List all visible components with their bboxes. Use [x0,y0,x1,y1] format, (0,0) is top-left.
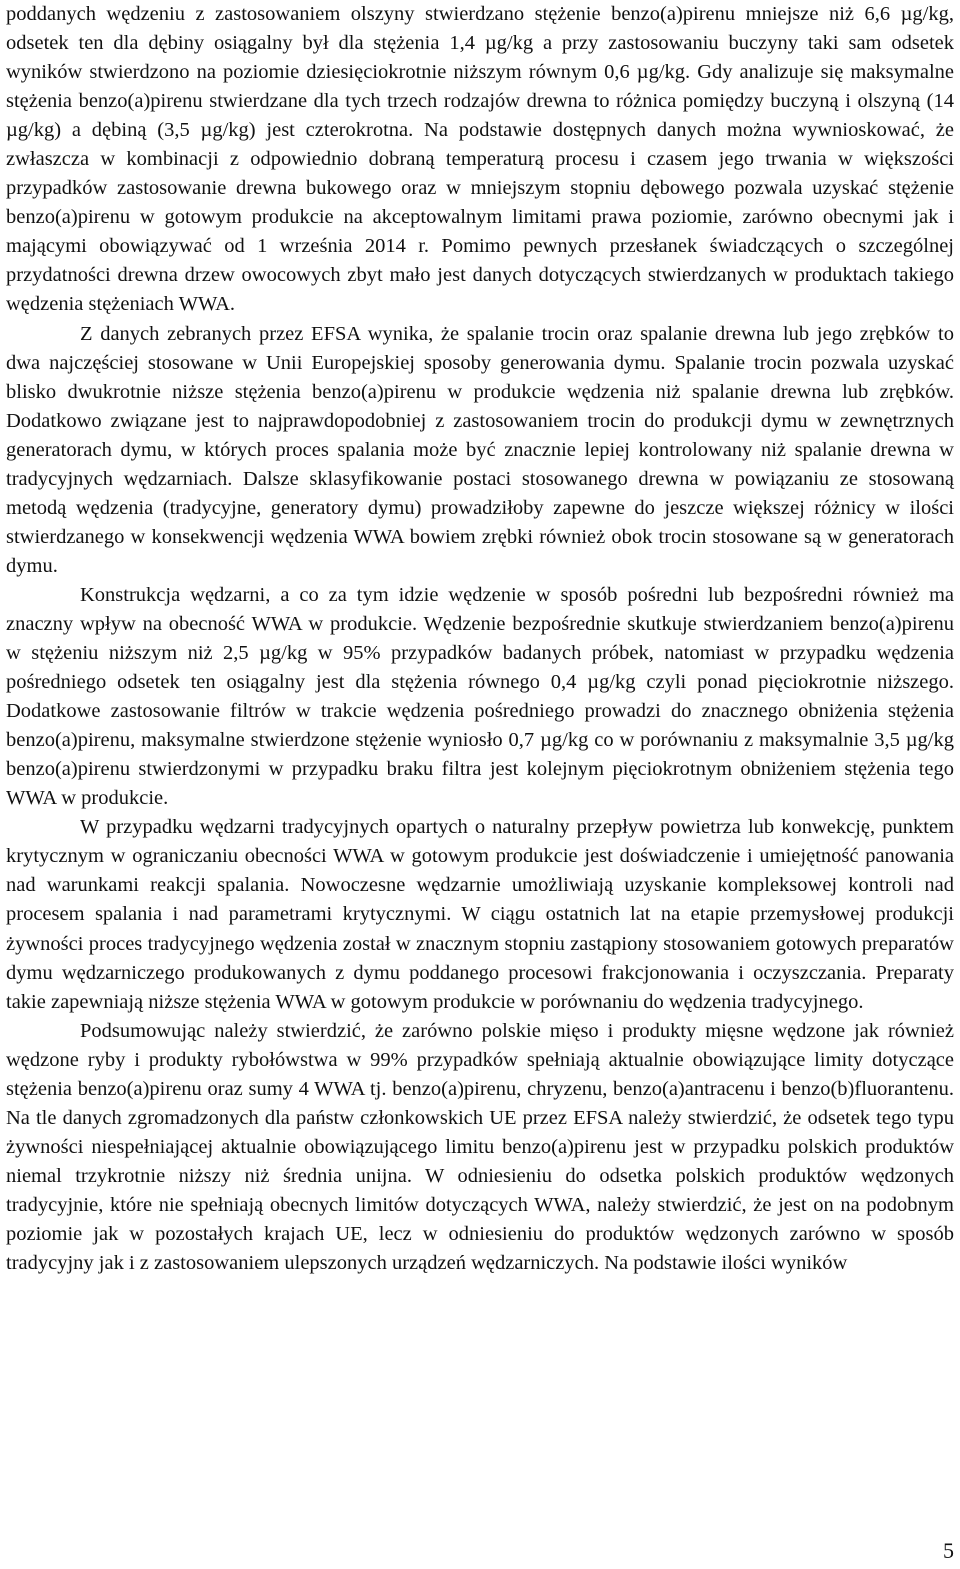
page-number: 5 [943,1538,954,1563]
paragraph-4: W przypadku wędzarni tradycyjnych opartych o naturalny przepływ powietrza lub konwekcję, punktem krytycznym w ograniczaniu obecności WWA w gotowym produkcie jest doświadczenie i umiejętność panowania nad warunkami reakcji spalania. Nowoczesne wędzarnie umożliwiają uzyskanie kompleksowej kontroli nad procesem spalania i nad parametrami krytycznymi. W ciągu ostatnich lat na etapie przemysłowej produkcji żywności proces tradycyjnego wędzenia został w znacznym stopniu zastąpiony stosowaniem gotowych preparatów dymu wędzarniczego produkowanych z dymu poddanego procesowi frakcjonowania i oczyszczania. Preparaty takie zapewniają niższe stężenia WWA w gotowym produkcie w porównaniu do wędzenia tradycyjnego. [6,816,954,1013]
paragraph-2: Z danych zebranych przez EFSA wynika, że spalanie trocin oraz spalanie drewna lub jego zrębków to dwa najczęściej stosowane w Unii Europejskiej sposoby generowania dymu. Spalanie trocin pozwala uzyskać blisko dwukrotnie niższe stężenia benzo(a)pirenu w produkcie wędzenia niż spalanie drewna lub zrębków. Dodatkowo związane jest to najprawdopodobniej z zastosowaniem trocin do produkcji dymu w zewnętrznych generatorach dymu, w których proces spalania może być znacznie lepiej kontrolowany niż spalanie drewna w tradycyjnych wędzarniach. Dalsze sklasyfikowanie postaci stosowanego drewna w powiązaniu ze stosowaną metodą wędzenia (tradycyjne, generatory dymu) prowadziłoby zapewne do jeszcze większej różnicy w ilości stwierdzanego w konsekwencji wędzenia WWA bowiem zrębki również obok trocin stosowane są w generatorach dymu. [6,322,954,577]
paragraph-5: Podsumowując należy stwierdzić, że zarówno polskie mięso i produkty mięsne wędzone jak również wędzone ryby i produkty rybołówstwa w 99% przypadków spełniają aktualnie obowiązujące limity dotyczące stężenia benzo(a)pirenu oraz sumy 4 WWA tj. benzo(a)pirenu, chryzenu, benzo(a)antracenu i benzo(b)fluorantenu. Na tle danych zgromadzonych dla państw członkowskich UE przez EFSA należy stwierdzić, że odsetek tego typu żywności niespełniającej aktualnie obowiązującego limitu benzo(a)pirenu jest w przypadku polskich produktów niemal trzykrotnie niższy niż średnia unijna. W odniesieniu do odsetka polskich produktów wędzonych tradycyjnie, które nie spełniają obecnych limitów dotyczących WWA, należy stwierdzić, że jest on na podobnym poziomie jak w pozostałych krajach UE, lecz w odniesieniu do produktów wędzonych zarówno w sposób tradycyjny jak i z zastosowaniem ulepszonych urządzeń wędzarniczych. Na podstawie ilości wyników [6,1019,954,1275]
paragraph-3: Konstrukcja wędzarni, a co za tym idzie wędzenie w sposób pośredni lub bezpośredni również ma znaczny wpływ na obecność WWA w produkcie. Wędzenie bezpośrednie skutkuje stwierdzaniem benzo(a)pirenu w stężeniu niższym niż 2,5 µg/kg w 95% przypadków badanych próbek, natomiast w przypadku wędzenia pośredniego odsetek ten osiągalny jest dla stężenia równego 0,4 µg/kg czyli ponad pięciokrotnie niższego. Dodatkowe zastosowanie filtrów w trakcie wędzenia pośredniego prowadzi do znacznego obniżenia stężenia benzo(a)pirenu, maksymalne stwierdzone stężenie wyniosło 0,7 µg/kg co w porównaniu z maksymalnie 3,5 µg/kg benzo(a)pirenu stwierdzonymi w przypadku braku filtra jest kolejnym pięciokrotnym obniżeniem stężenia tego WWA w produkcie. [6,583,954,810]
document-page [6,0,954,1278]
paragraph-1: poddanych wędzeniu z zastosowaniem olszyny stwierdzano stężenie benzo(a)pirenu mniejsze niż 6,6 µg/kg, odsetek ten dla dębiny osiągalny był dla stężenia 1,4 µg/kg a przy zastosowaniu buczyny taki sam odsetek wyników stwierdzono na poziomie dziesięciokrotnie niższym równym 0,6 µg/kg. Gdy analizuje się maksymalne stężenia benzo(a)pirenu stwierdzane dla tych trzech rodzajów drewna to różnica pomiędzy buczyną i olszyną (14 µg/kg) a dębiną (3,5 µg/kg) jest czterokrotna. Na podstawie dostępnych danych można wywnioskować, że zwłaszcza w kombinacji z odpowiednio dobraną temperaturą procesu i czasem jego trwania w większości przypadków zastosowanie drewna bukowego oraz w mniejszym stopniu dębowego pozwala uzyskać stężenie benzo(a)pirenu w gotowym produkcie na akceptowalnym limitami prawa poziomie, zarówno obecnymi jak i mającymi obowiązywać od 1 września 2014 r. Pomimo pewnych przesłanek świadczących o szczególnej przydatności drewna drzew owocowych zbyt mało jest danych dotyczących stwierdzanych w produktach takiego wędzenia stężeniach WWA. [6,3,954,316]
